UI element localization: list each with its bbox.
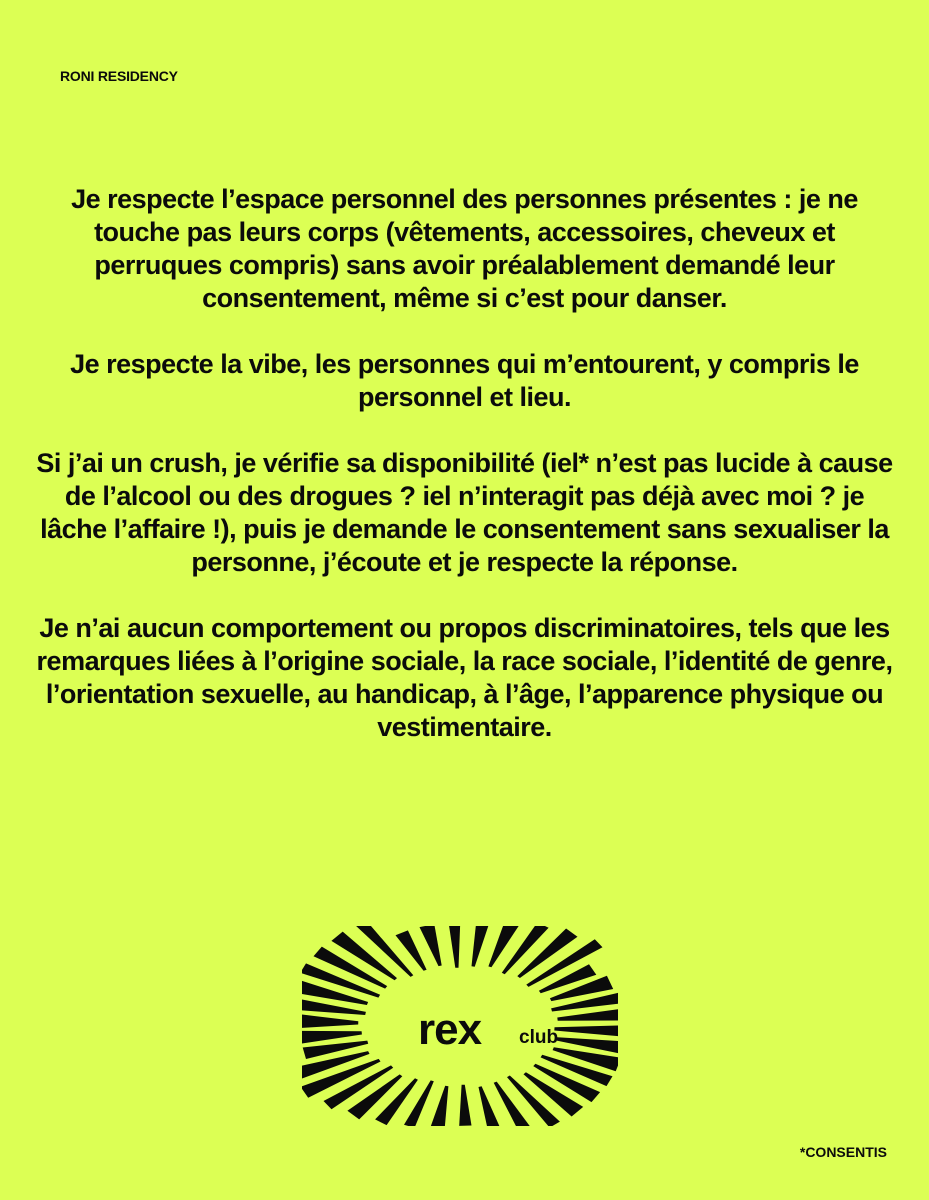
rex-club-logo	[302, 926, 618, 1126]
residency-label: RONI RESIDENCY	[60, 68, 178, 84]
sunburst-ray	[472, 926, 491, 967]
sunburst-ray	[494, 1082, 535, 1126]
sunburst-ray	[459, 1085, 471, 1126]
sunburst-ray	[420, 926, 442, 966]
sunburst-icon	[302, 926, 618, 1126]
charter-paragraph-crush: Si j’ai un crush, je vérifie sa disponibilité (iel* n’est pas lucide à cause de l’alcool ou des drogues ? iel n’interagit pas déjà avec moi ? je lâche l’affaire !), puis je demande le consentement sans sexualiser la personne, j’écoute et je respecte la réponse.	[36, 448, 893, 577]
sunburst-ray	[448, 926, 460, 968]
logo-wordmark: rex	[418, 1005, 482, 1054]
sunburst-ray	[517, 929, 577, 979]
sunburst-ray	[554, 1025, 618, 1036]
charter-paragraph-discrimination: Je n’ai aucun comportement ou propos discriminatoires, tels que les remarques liées à l’origine sociale, la race sociale, l’identité de genre, l’orientation sexuelle, au handicap, à l’âge, l’apparence physique ou vestimentaire.	[36, 613, 893, 742]
charter-text	[30, 183, 899, 744]
footnote: *CONSENTIS	[799, 1144, 887, 1160]
charter-paragraph-vibe: Je respecte la vibe, les personnes qui m’entourent, y compris le personnel et lieu.	[70, 349, 859, 412]
sunburst-ray	[302, 1013, 358, 1029]
sunburst-ray	[431, 1086, 449, 1126]
charter-paragraph-personal-space: Je respecte l’espace personnel des personnes présentes : je ne touche pas leurs corps (vêtements, accessoires, cheveux et perruques compris) sans avoir préalablement demandé leur consentement, même si c’est pour danser.	[71, 184, 858, 313]
sunburst-ray	[524, 1072, 584, 1116]
logo-subtitle: club	[519, 1027, 559, 1048]
